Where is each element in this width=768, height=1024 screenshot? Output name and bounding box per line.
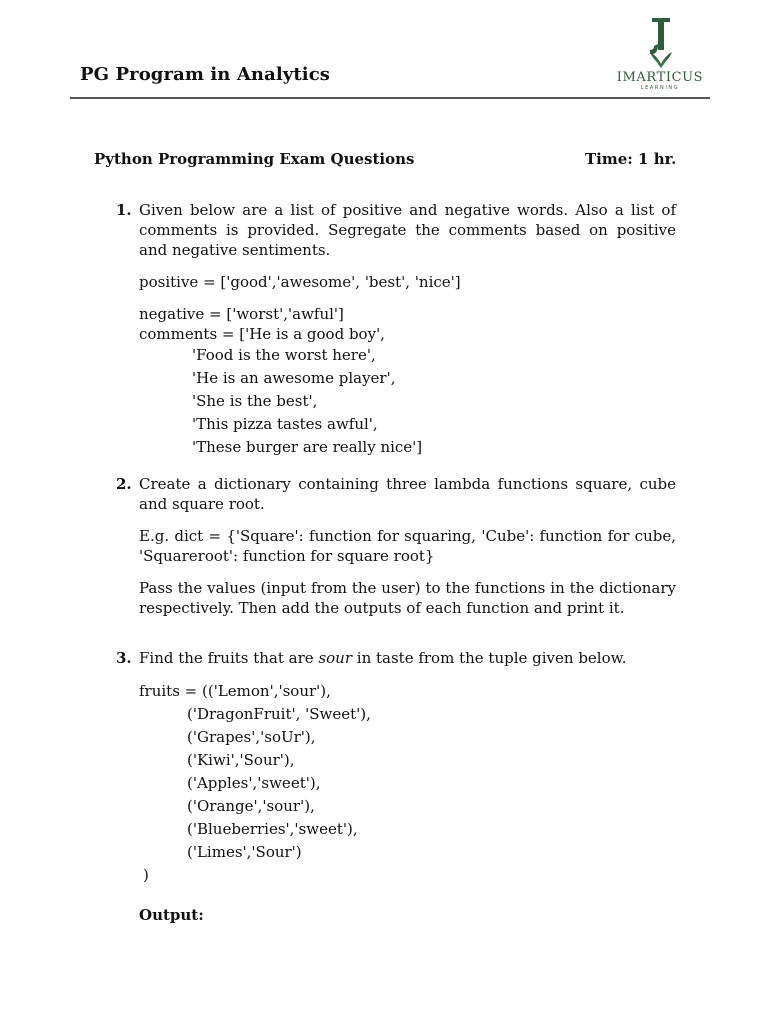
program-title: PG Program in Analytics [80, 64, 330, 85]
fruits-line: ('Blueberries','sweet'), [187, 820, 358, 838]
question-number: 3. [116, 649, 132, 667]
header-divider [70, 97, 710, 99]
positive-list: positive = ['good','awesome', 'best', 'nice'] [139, 273, 461, 291]
fruits-line: ('Kiwi','Sour'), [187, 751, 295, 769]
output-label: Output: [139, 906, 204, 924]
logo-emblem-icon [614, 14, 706, 70]
fruits-line: ('Orange','sour'), [187, 797, 315, 815]
question-text: Find the fruits that are sour in taste from the tuple given below. [139, 649, 627, 667]
question-number: 1. [116, 201, 132, 219]
fruits-line: ('Limes','Sour') [187, 843, 302, 861]
comments-line: 'This pizza tastes awful', [192, 415, 378, 433]
comments-line: 'He is an awesome player', [192, 369, 396, 387]
question-3 [116, 648, 676, 925]
comments-line: 'Food is the worst here', [192, 346, 376, 364]
question-example: E.g. dict = {'Square': function for squaring, 'Cube': function for cube, 'Squareroot': function for square root} [139, 527, 676, 565]
fruits-line: ) [143, 866, 149, 884]
question-number: 2. [116, 475, 132, 493]
exam-time: Time: 1 hr. [585, 150, 677, 168]
question-text: Given below are a list of positive and negative words. Also a list of comments is provided. Segregate the comments based on positive and negative sentiments. [139, 201, 676, 259]
question-2 [116, 474, 676, 618]
exam-title: Python Programming Exam Questions [94, 150, 415, 168]
logo-text: IMARTICUS [616, 70, 704, 85]
comments-line: 'These burger are really nice'] [192, 438, 423, 456]
negative-list: negative = ['worst','awful'] [139, 305, 344, 323]
question-instruction: Pass the values (input from the user) to the functions in the dictionary respectively. Then add the outputs of each function and print it. [139, 579, 676, 617]
question-text: Create a dictionary containing three lambda functions square, cube and square root. [139, 475, 676, 513]
imarticus-logo [614, 14, 706, 94]
fruits-line: ('Grapes','soUr'), [187, 728, 316, 746]
emphasis-sour: sour [318, 649, 352, 667]
logo-subtext: LEARNING [640, 85, 680, 91]
fruits-line: ('Apples','sweet'), [187, 774, 321, 792]
fruits-line: fruits = (('Lemon','sour'), [139, 682, 331, 700]
question-1 [116, 200, 676, 459]
comments-line: 'She is the best', [192, 392, 318, 410]
comments-line: comments = ['He is a good boy', [139, 325, 385, 343]
fruits-line: ('DragonFruit', 'Sweet'), [187, 705, 371, 723]
